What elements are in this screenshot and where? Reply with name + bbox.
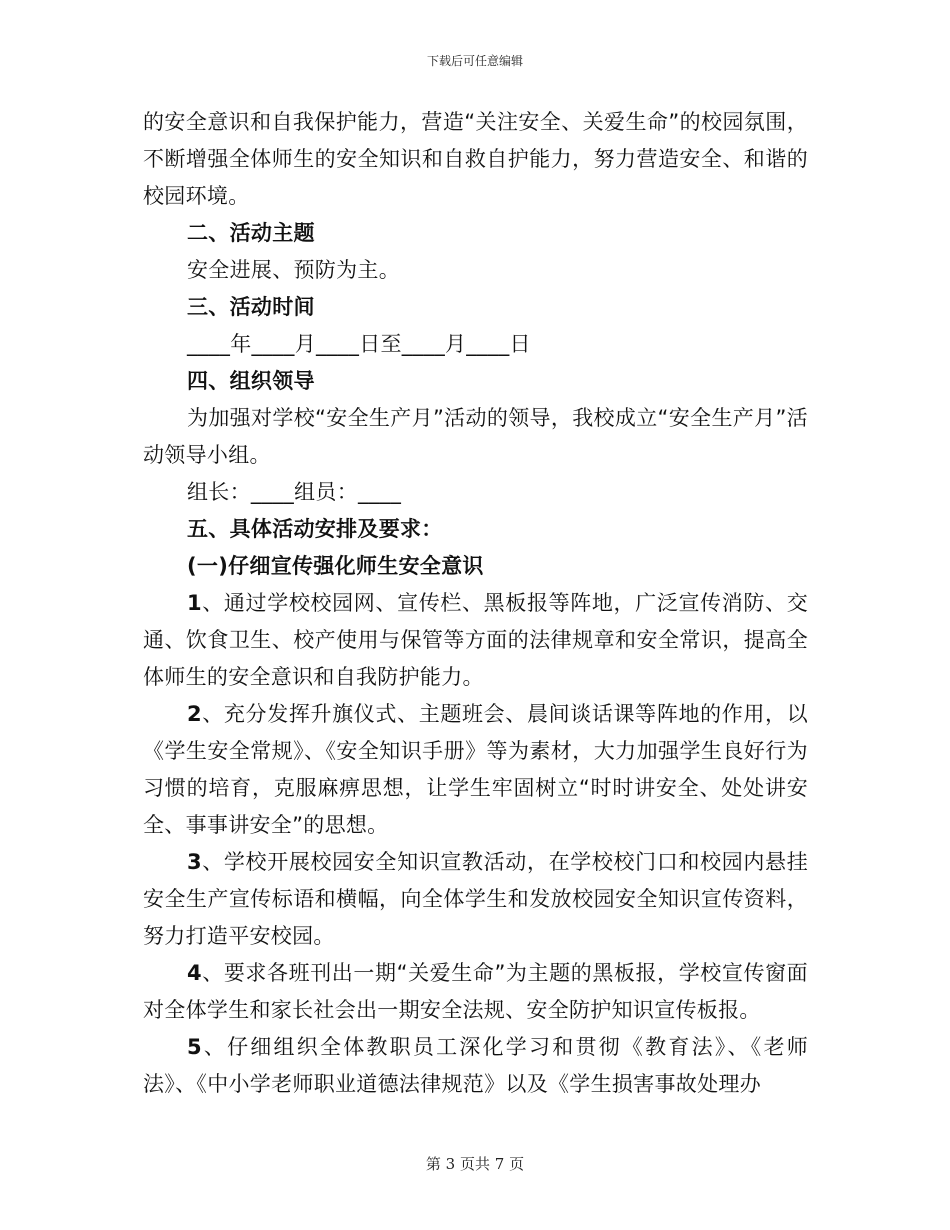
item-text: 、学校开展校园安全知识宣教活动，在学校校门口和校园内悬挂安全生产宣传标语和横幅，向全体学生和发放校园安全知识宣传资料，努力打造平安校园。 <box>143 850 808 948</box>
list-item <box>143 955 808 1029</box>
item-number: 2 <box>187 702 202 726</box>
item-number: 4 <box>187 961 202 985</box>
group-paragraph: 组长：____组员：____ <box>187 480 402 504</box>
item-number: 3 <box>187 850 202 874</box>
item-text: 、仔细组织全体教职员工深化学习和贯彻《教育法》、《老师法》、《中小学老师职业道德法律规范》以及《学生损害事故处理办 <box>143 1035 808 1096</box>
list-item <box>143 696 808 844</box>
section-heading-leadership: 四、组织领导 <box>187 369 315 393</box>
document-body <box>143 104 808 1103</box>
item-text: 、要求各班刊出一期“关爱生命”为主题的黑板报，学校宣传窗面对全体学生和家长社会出一期安全法规、安全防护知识宣传板报。 <box>143 961 808 1022</box>
intro-paragraph: 的安全意识和自我保护能力，营造“关注安全、关爱生命”的校园氛围，不断增强全体师生的安全知识和自救自护能力，努力营造安全、和谐的校园环境。 <box>143 110 808 208</box>
theme-paragraph: 安全进展、预防为主。 <box>187 258 400 282</box>
item-number: 1 <box>187 591 202 615</box>
subsection-heading-awareness: (一)仔细宣传强化师生安全意识 <box>187 554 484 578</box>
page-number: 第 3 页共 7 页 <box>425 1155 525 1173</box>
list-item <box>143 1029 808 1103</box>
section-heading-time: 三、活动时间 <box>187 295 315 319</box>
page-header-note: 下载后可任意编辑 <box>426 54 523 68</box>
section-heading-theme: 二、活动主题 <box>187 221 315 245</box>
list-item <box>143 585 808 696</box>
list-item <box>143 844 808 955</box>
leadership-paragraph: 为加强对学校“安全生产月”活动的领导，我校成立“安全生产月”活动领导小组。 <box>143 406 808 467</box>
item-text: 、通过学校校园网、宣传栏、黑板报等阵地，广泛宣传消防、交通、饮食卫生、校产使用与保管等方面的法律规章和安全常识，提高全体师生的安全意识和自我防护能力。 <box>143 591 808 689</box>
item-number: 5 <box>187 1035 202 1059</box>
time-paragraph: ____年____月____日至____月____日 <box>187 332 531 356</box>
section-heading-arrangements: 五、具体活动安排及要求： <box>187 517 443 541</box>
item-text: 、充分发挥升旗仪式、主题班会、晨间谈话课等阵地的作用，以《学生安全常规》、《安全知识手册》等为素材，大力加强学生良好行为习惯的培育，克服麻痹思想，让学生牢固树立“时时讲安全、处处讲安全、事事讲安全”的思想。 <box>143 702 808 837</box>
